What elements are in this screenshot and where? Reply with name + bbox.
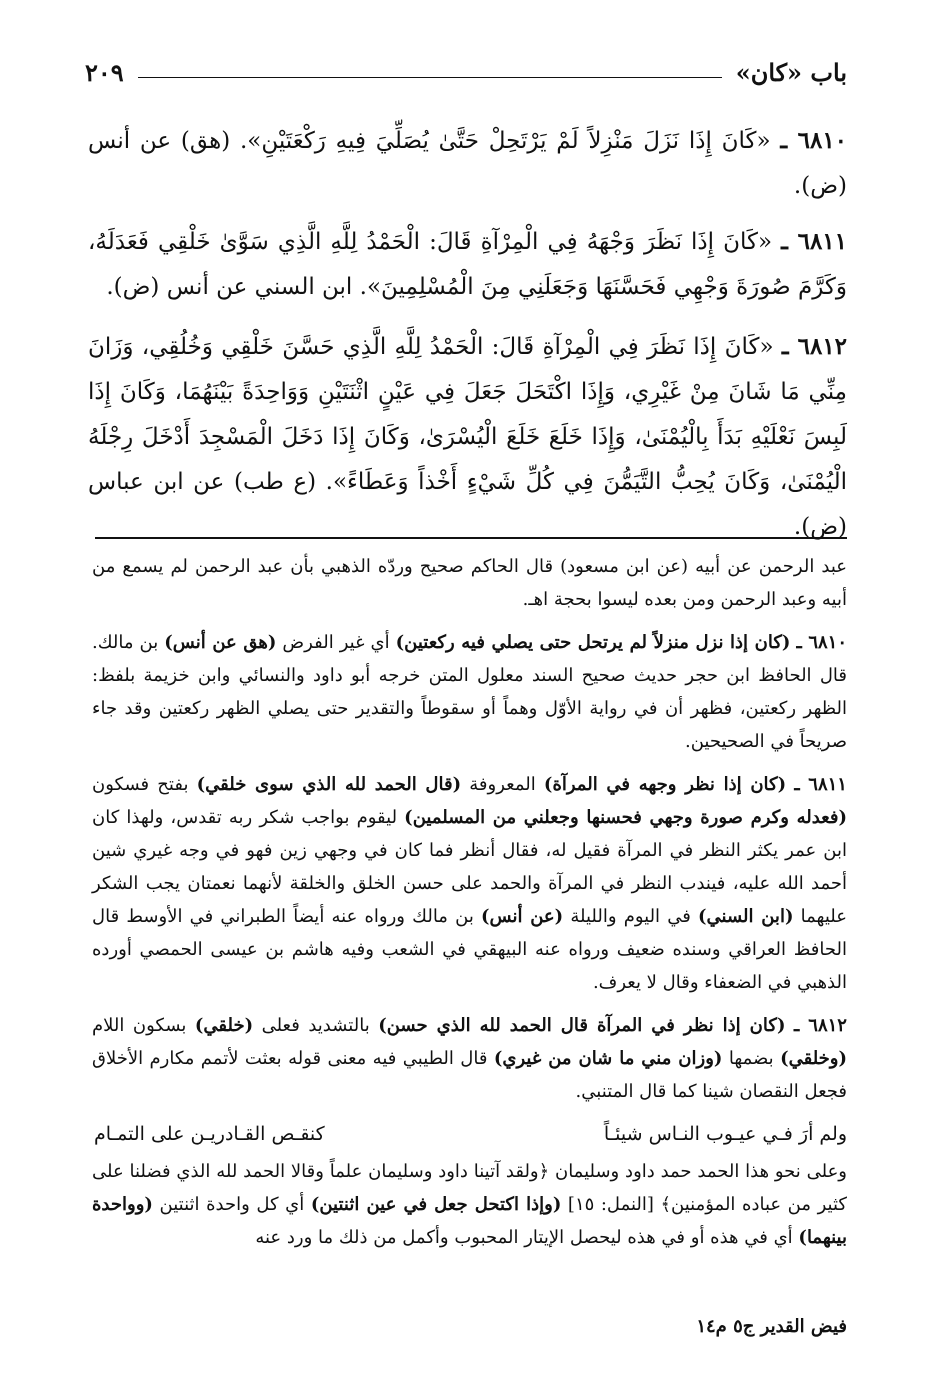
hadith-body: «كَانَ إِذَا نَظَرَ فِي الْمِرْآةِ قَالَ: الْحَمْدُ لِلَّهِ الَّذِي حَسَّنَ خَلْقِي وَخُلُقِي، وَزَانَ مِنِّي مَا شَانَ مِنْ غَيْرِي، وَإِذَا اكْتَحَلَ جَعَلَ فِي عَيْنٍ اثْنَتَيْنِ وَوَاحِدَةً بَيْنَهُمَا، وَكَانَ إِذَا لَبِسَ نَعْلَيْهِ بَدَأَ بِالْيُمْنَىٰ، وَإِذَا خَلَعَ خَلَعَ الْيُسْرَىٰ، وَكَانَ إِذَا دَخَلَ الْمَسْجِدَ أَدْخَلَ رِجْلَهُ الْيُمْنَىٰ، وَكَانَ يُحِبُّ التَّيَمُّنَ فِي كُلِّ شَيْءٍ أَخْذاً وَعَطَاءً». (ع طب) عن ابن عباس (ض).: [88, 334, 847, 540]
commentary: [92, 550, 847, 1264]
commentary-closing: [92, 1155, 847, 1254]
page-number: ٢٠٩: [85, 57, 124, 87]
quoted-text: (قال الحمد لله الذي سوى خلقي): [196, 774, 462, 795]
quoted-text: (كان إذا نظر في المرآة قال الحمد لله الذي حسن): [378, 1015, 786, 1036]
quoted-text: (وخلقي): [780, 1048, 847, 1069]
note-text: بن مالك. قال الحافظ ابن حجر حديث صحيح السند معلول المتن خرجه أبو داود والنسائي وابن خزيمة بلفظ: الظهر ركعتين، فظهر أن في رواية الأوّل وهماً أو سقوطاً والتقدير حتى يصلي الظهر ركعتين وقد جاء صريحاً في الصحيحين.: [92, 632, 847, 752]
note-number: ٦٨١٠ ـ: [796, 632, 847, 653]
footnote-divider: [95, 537, 847, 539]
note-text: أي كل واحدة اثنتين: [159, 1194, 305, 1215]
note-text: المعروفة: [469, 774, 536, 795]
commentary-6812: [92, 1009, 847, 1108]
hadith-number: ٦٨١٢ ـ: [781, 333, 848, 360]
hadith-number: ٦٨١١ ـ: [781, 228, 848, 255]
signature-mark: فيض القدير ج٥ م١٤: [696, 1316, 847, 1337]
quoted-text: (وزان مني ما شان من غيري): [493, 1048, 723, 1069]
note-text: بن مالك ورواه عنه أيضاً الطبراني في الأوسط قال الحافظ العراقي وسنده ضعيف ورواه عنه البيهقي في الشعب وفيه هاشم بن عيسى الحمصي أورده الذهبي في الضعفاء وقال لا يعرف.: [92, 906, 847, 993]
commentary-6811: [92, 768, 847, 999]
quoted-text: (كان إذا نزل منزلاً لم يرتحل حتى يصلي فيه ركعتين): [395, 632, 791, 653]
quoted-text: (وواحدة بينهما): [92, 1194, 847, 1248]
page-header: [85, 52, 847, 92]
hadith-body: «كَانَ إِذَا نَظَرَ وَجْهَهُ فِي الْمِرْآةِ قَالَ: الْحَمْدُ لِلَّهِ الَّذِي سَوَّىٰ خَلْقِي فَعَدَلَهُ، وَكَرَّمَ صُورَةَ وَجْهِي فَحَسَّنَهَا وَجَعَلَنِي مِنَ الْمُسْلِمِينَ». ابن السني عن أنس (ض).: [88, 229, 847, 300]
note-text: أي في هذه أو في هذه ليحصل الإيتار المحبوب وأكمل من ذلك ما ورد عنه: [255, 1227, 793, 1248]
note-text: قال الطيبي فيه معنى قوله بعثت لأتمم مكارم الأخلاق فجعل النقصان شينا كما قال المتنبي.: [92, 1048, 847, 1102]
note-number: ٦٨١٢ ـ: [793, 1015, 847, 1036]
hadith-text: [88, 118, 847, 564]
header-rule: [138, 77, 722, 78]
hadith-entry: [88, 324, 847, 550]
hadith-entry: [88, 219, 847, 310]
note-text: بضمها: [728, 1048, 774, 1069]
note-text: في اليوم والليلة: [570, 906, 691, 927]
quoted-text: (خلقي): [194, 1015, 254, 1036]
note-text: وعلى نحو هذا الحمد حمد داود وسليمان ﴿ولقد آتينا داود وسليمان علماً وقالا الحمد لله الذي فضلنا على كثير من عباده المؤمنين﴾ [النمل: ١٥]: [92, 1161, 847, 1215]
hadith-body: «كَانَ إِذَا نَزَلَ مَنْزِلاً لَمْ يَرْتَحِلْ حَتَّىٰ يُصَلِّيَ فِيهِ رَكْعَتَيْنِ». (هق) عن أنس (ض).: [88, 128, 847, 199]
note-text: ليقوم بواجب شكر ربه تقدس، ولهذا كان ابن عمر يكثر النظر في المرآة فقيل له، فقال أنظر فما كان في وجهي زين فهو في وجه غيري شين أحمد الله عليه، فيندب النظر في المرآة والحمد على حسن الخلق والخلقة لأنهما نعمتان يجب الشكر عليهما: [92, 807, 847, 927]
note-text: بفتح فسكون: [92, 774, 189, 795]
poetry-verse: [92, 1118, 847, 1151]
commentary-6810: [92, 626, 847, 758]
quoted-text: (وإذا اكتحل جعل في عين اثنتين): [310, 1194, 562, 1215]
verse-first-half: ولم أرَ فـي عيـوب النـاس شيئـاً: [603, 1123, 847, 1145]
quoted-text: (عن أنس): [481, 906, 564, 927]
quoted-text: (ابن السني): [698, 906, 794, 927]
quoted-text: (كان إذا نظر وجهه في المرآة): [543, 774, 787, 795]
hadith-entry: [88, 118, 847, 209]
note-text: بالتشديد فعلى: [261, 1015, 370, 1036]
quoted-text: (فعدله وكرم صورة وجهي فحسنها وجعلني من المسلمين): [404, 807, 847, 828]
note-text: أي غير الفرض: [282, 632, 390, 653]
note-number: ٦٨١١ ـ: [794, 774, 847, 795]
commentary-intro: عبد الرحمن عن أبيه (عن ابن مسعود) قال الحاكم صحيح وردّه الذهبي بأن عبد الرحمن لم يسمع من أبيه وعبد الرحمن ومن بعده ليسوا بحجة اهـ.: [92, 556, 847, 610]
hadith-number: ٦٨١٠ ـ: [780, 127, 848, 154]
note-text: بسكون اللام: [92, 1015, 187, 1036]
chapter-title: باب «كان»: [735, 57, 847, 87]
quoted-text: (هق عن أنس): [164, 632, 277, 653]
verse-second-half: كنقـص القـادريـن على التمـام: [94, 1123, 325, 1145]
